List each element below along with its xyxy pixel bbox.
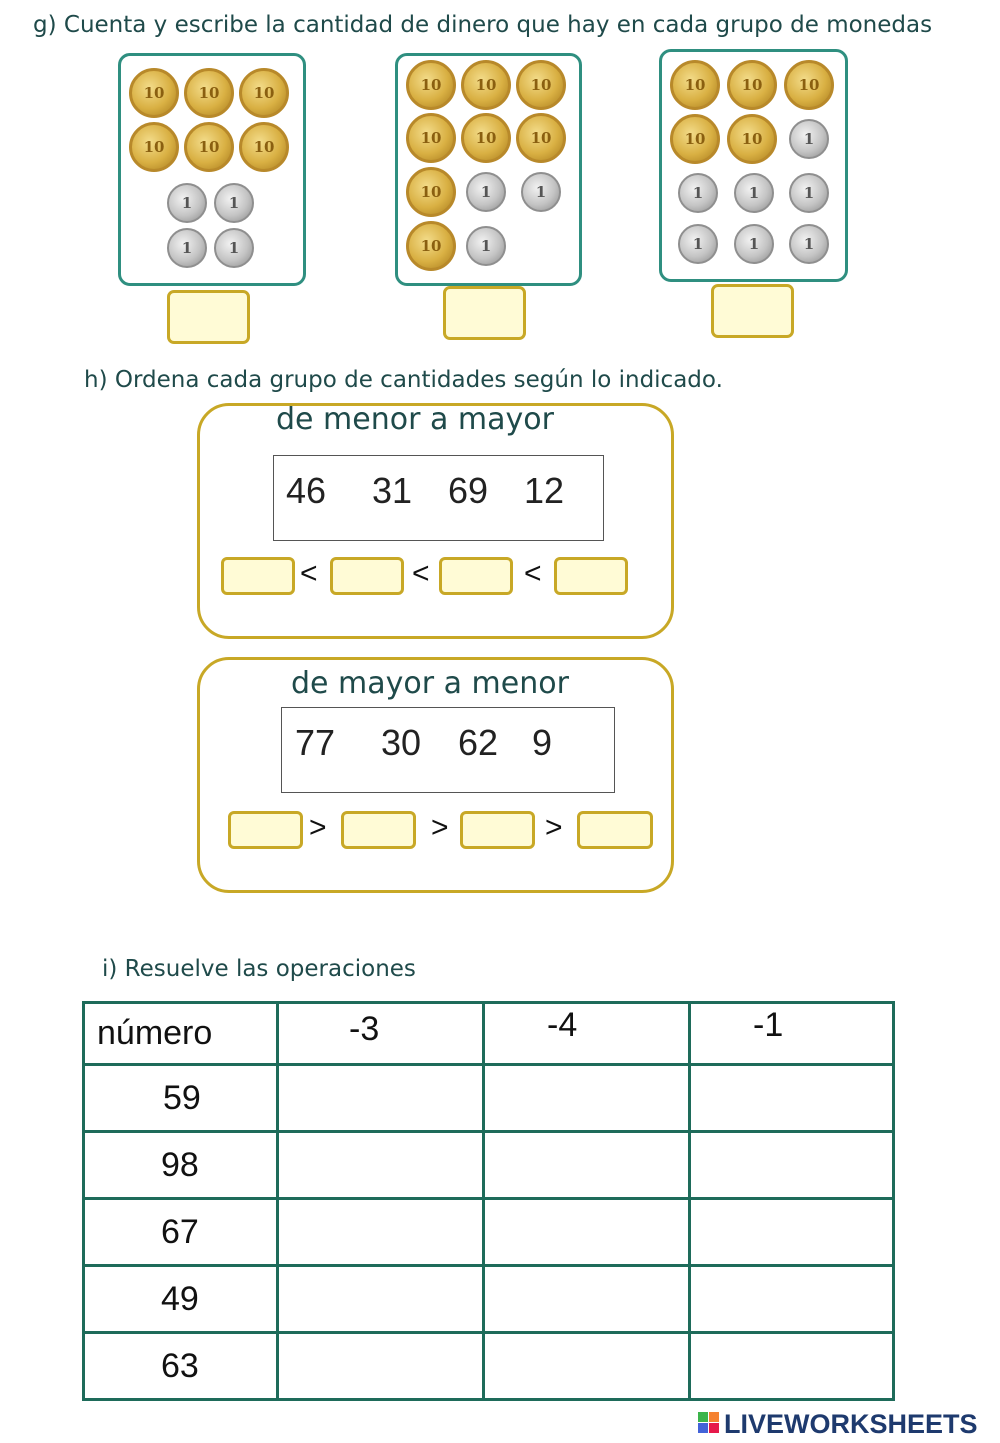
header-cell xyxy=(484,1003,690,1065)
table-row xyxy=(84,1333,894,1400)
liveworksheets-logo-icon xyxy=(698,1412,720,1434)
ten-coin-icon: 10 xyxy=(670,114,720,164)
one-coin-icon: 1 xyxy=(734,224,774,264)
one-coin-icon: 1 xyxy=(789,173,829,213)
header-label: -4 xyxy=(547,1006,578,1044)
order-slot-asc-4[interactable] xyxy=(554,557,628,595)
ten-coin-icon: 10 xyxy=(129,122,179,172)
order-slot-desc-3[interactable] xyxy=(460,811,535,849)
one-coin-icon: 1 xyxy=(734,173,774,213)
ten-coin-icon: 10 xyxy=(406,221,456,271)
ten-coin-icon: 10 xyxy=(461,113,511,163)
ten-coin-icon: 10 xyxy=(727,60,777,110)
answer-cell[interactable] xyxy=(484,1199,690,1266)
ten-coin-icon: 10 xyxy=(406,60,456,110)
row-number: 49 xyxy=(161,1279,199,1318)
instruction-i: i) Resuelve las operaciones xyxy=(102,956,416,982)
one-coin-icon: 1 xyxy=(214,183,254,223)
number-cell xyxy=(84,1266,278,1333)
row-number: 63 xyxy=(161,1346,199,1385)
panel-title-ascending: de menor a mayor xyxy=(276,402,554,437)
header-label: -3 xyxy=(349,1010,380,1048)
answer-cell[interactable] xyxy=(278,1132,484,1199)
number-item: 9 xyxy=(532,722,553,763)
one-coin-icon: 1 xyxy=(167,228,207,268)
row-number: 98 xyxy=(161,1145,199,1184)
one-coin-icon: 1 xyxy=(466,226,506,266)
less-than-symbol: < xyxy=(524,557,542,590)
ten-coin-icon: 10 xyxy=(239,68,289,118)
number-item: 77 xyxy=(295,722,336,763)
ten-coin-icon: 10 xyxy=(184,122,234,172)
operations-table xyxy=(82,1001,895,1401)
answer-cell[interactable] xyxy=(690,1065,894,1132)
answer-cell[interactable] xyxy=(484,1132,690,1199)
answer-cell[interactable] xyxy=(690,1333,894,1400)
greater-than-symbol: > xyxy=(545,811,563,844)
order-slot-desc-2[interactable] xyxy=(341,811,416,849)
panel-title-descending: de mayor a menor xyxy=(291,666,569,701)
answer-cell[interactable] xyxy=(690,1199,894,1266)
greater-than-symbol: > xyxy=(309,811,327,844)
table-row xyxy=(84,1199,894,1266)
numbers-box-descending xyxy=(281,707,615,793)
answer-box-1[interactable] xyxy=(167,290,250,344)
table-row xyxy=(84,1132,894,1199)
ten-coin-icon: 10 xyxy=(516,113,566,163)
ten-coin-icon: 10 xyxy=(670,60,720,110)
order-slot-desc-4[interactable] xyxy=(577,811,653,849)
instruction-h: h) Ordena cada grupo de cantidades según lo indicado. xyxy=(84,367,723,393)
ten-coin-icon: 10 xyxy=(129,68,179,118)
ten-coin-icon: 10 xyxy=(406,167,456,217)
numbers-box-ascending xyxy=(273,455,604,541)
ten-coin-icon: 10 xyxy=(406,113,456,163)
ten-coin-icon: 10 xyxy=(184,68,234,118)
brand-logo: LIVEWORKSHEETS xyxy=(724,1409,978,1439)
number-item: 46 xyxy=(286,470,327,511)
table-row xyxy=(84,1266,894,1333)
one-coin-icon: 1 xyxy=(678,224,718,264)
table-row xyxy=(84,1065,894,1132)
row-number: 59 xyxy=(163,1078,201,1117)
coin-group-1 xyxy=(118,53,306,286)
one-coin-icon: 1 xyxy=(789,224,829,264)
order-slot-desc-1[interactable] xyxy=(228,811,303,849)
number-item: 30 xyxy=(381,722,422,763)
order-slot-asc-2[interactable] xyxy=(330,557,404,595)
answer-cell[interactable] xyxy=(278,1333,484,1400)
greater-than-symbol: > xyxy=(431,811,449,844)
table-header-row xyxy=(84,1003,894,1065)
number-item: 69 xyxy=(448,470,489,511)
header-label: número xyxy=(97,1014,213,1052)
order-slot-asc-1[interactable] xyxy=(221,557,295,595)
ten-coin-icon: 10 xyxy=(239,122,289,172)
number-cell xyxy=(84,1333,278,1400)
number-item: 62 xyxy=(458,722,499,763)
number-cell xyxy=(84,1065,278,1132)
ten-coin-icon: 10 xyxy=(516,60,566,110)
header-cell xyxy=(84,1003,278,1065)
answer-cell[interactable] xyxy=(484,1333,690,1400)
row-number: 67 xyxy=(161,1212,199,1251)
instruction-g: g) Cuenta y escribe la cantidad de dinero que hay en cada grupo de monedas xyxy=(33,12,933,38)
header-cell xyxy=(278,1003,484,1065)
answer-cell[interactable] xyxy=(278,1199,484,1266)
number-item: 12 xyxy=(524,470,565,511)
number-cell xyxy=(84,1132,278,1199)
answer-cell[interactable] xyxy=(278,1065,484,1132)
ten-coin-icon: 10 xyxy=(784,60,834,110)
header-label: -1 xyxy=(753,1006,784,1044)
answer-cell[interactable] xyxy=(484,1266,690,1333)
ten-coin-icon: 10 xyxy=(727,114,777,164)
coin-group-2 xyxy=(395,53,582,286)
coin-group-3 xyxy=(659,49,848,282)
ten-coin-icon: 10 xyxy=(461,60,511,110)
one-coin-icon: 1 xyxy=(789,119,829,159)
answer-cell[interactable] xyxy=(484,1065,690,1132)
order-slot-asc-3[interactable] xyxy=(439,557,513,595)
answer-cell[interactable] xyxy=(690,1132,894,1199)
answer-box-2[interactable] xyxy=(443,286,526,340)
one-coin-icon: 1 xyxy=(167,183,207,223)
answer-box-3[interactable] xyxy=(711,284,794,338)
one-coin-icon: 1 xyxy=(466,172,506,212)
one-coin-icon: 1 xyxy=(521,172,561,212)
number-item: 31 xyxy=(372,470,413,511)
less-than-symbol: < xyxy=(300,557,318,590)
one-coin-icon: 1 xyxy=(678,173,718,213)
header-cell xyxy=(690,1003,894,1065)
less-than-symbol: < xyxy=(412,557,430,590)
answer-cell[interactable] xyxy=(690,1266,894,1333)
number-cell xyxy=(84,1199,278,1266)
one-coin-icon: 1 xyxy=(214,228,254,268)
answer-cell[interactable] xyxy=(278,1266,484,1333)
